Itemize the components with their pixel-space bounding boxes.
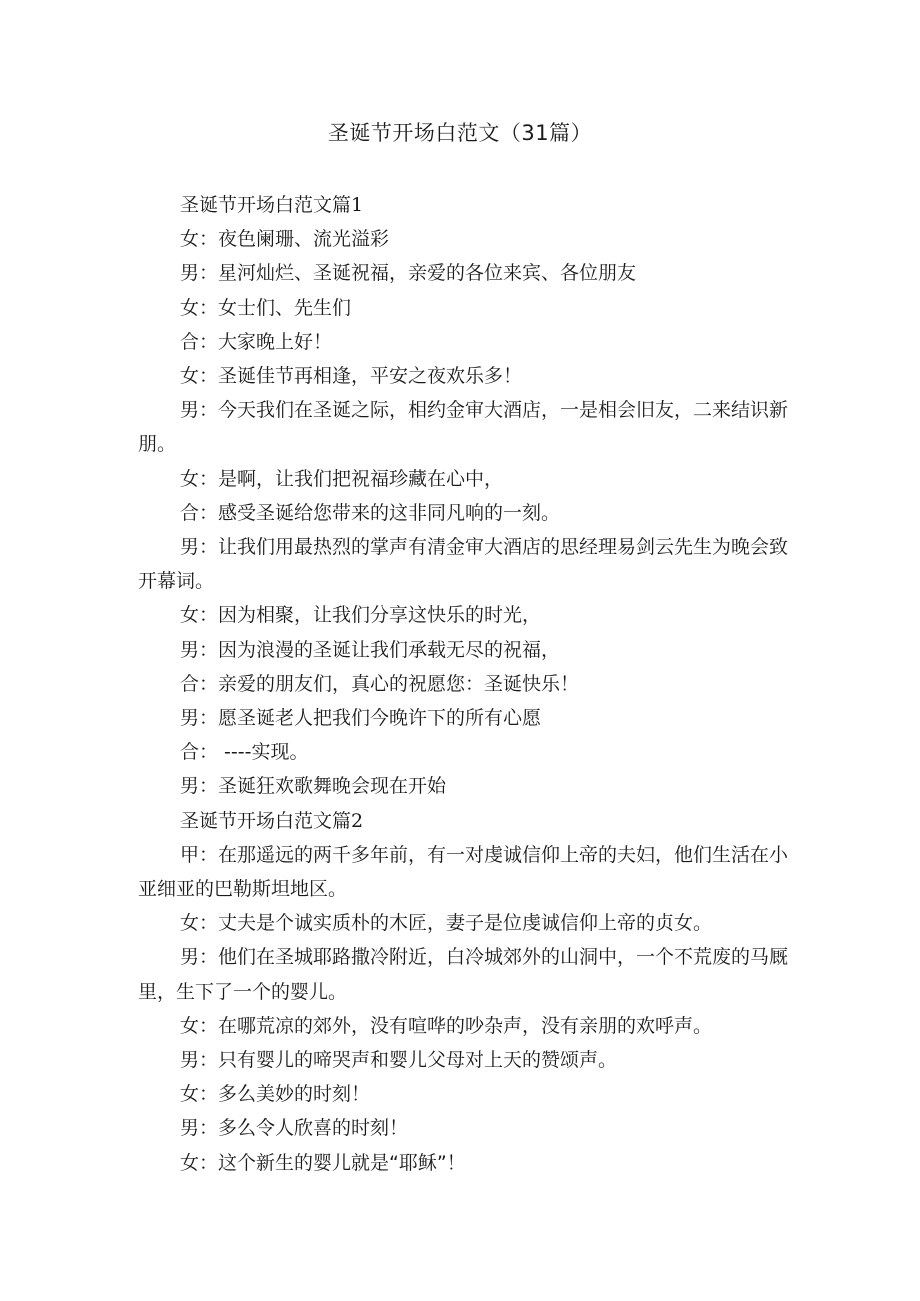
dialogue-line: 男：今天我们在圣诞之际，相约金审大酒店，一是相会旧友，二来结识新朋。 <box>138 399 789 456</box>
dialogue-line: 合：大家晚上好！ <box>180 330 333 353</box>
dialogue-line: 合：亲爱的朋友们，真心的祝愿您：圣诞快乐！ <box>180 672 580 695</box>
dialogue-line: 女：丈夫是个诚实质朴的木匠，妻子是位虔诚信仰上帝的贞女。 <box>180 912 713 935</box>
dialogue-line: 男：圣诞狂欢歌舞晚会现在开始 <box>180 775 447 798</box>
dialogue-line: 女：在哪荒凉的郊外，没有喧哗的吵杂声，没有亲朋的欢呼声。 <box>180 1014 713 1037</box>
dialogue-line: 男：让我们用最热烈的掌声有清金审大酒店的思经理易剑云先生为晚会致开幕词。 <box>138 536 789 593</box>
dialogue-line: 男：因为浪漫的圣诞让我们承载无尽的祝福， <box>180 638 561 661</box>
dialogue-line: 女：女士们、先生们 <box>180 296 352 319</box>
document-body <box>138 188 788 1180</box>
section-heading: 圣诞节开场白范文篇2 <box>180 809 364 832</box>
dialogue-line: 男：只有婴儿的啼哭声和婴儿父母对上天的赞颂声。 <box>180 1049 618 1072</box>
dialogue-line: 女：圣诞佳节再相逢，平安之夜欢乐多！ <box>180 365 523 388</box>
dialogue-line: 男：愿圣诞老人把我们今晚许下的所有心愿 <box>180 707 542 730</box>
dialogue-line: 男：他们在圣城耶路撒冷附近，白冷城郊外的山洞中，一个不荒废的马厩里，生下了一个的婴儿。 <box>138 946 789 1003</box>
dialogue-line: 男：多么令人欣喜的时刻！ <box>180 1117 409 1140</box>
dialogue-line: 女：这个新生的婴儿就是“耶稣”！ <box>180 1151 466 1174</box>
dialogue-line: 合：感受圣诞给您带来的这非同凡响的一刻。 <box>180 501 561 524</box>
dialogue-line: 合： ----实现。 <box>180 741 309 764</box>
dialogue-line: 女：多么美妙的时刻！ <box>180 1083 371 1106</box>
dialogue-line: 女：夜色阑珊、流光溢彩 <box>180 228 390 251</box>
dialogue-line: 甲：在那遥远的两千多年前，有一对虔诚信仰上帝的夫妇，他们生活在小亚细亚的巴勒斯坦地区。 <box>138 843 789 901</box>
document-title: 圣诞节开场白范文（31篇） <box>327 121 593 145</box>
dialogue-line: 女：因为相聚，让我们分享这快乐的时光， <box>180 604 542 627</box>
dialogue-line: 男：星河灿烂、圣诞祝福，亲爱的各位来宾、各位朋友 <box>180 262 637 285</box>
section-heading: 圣诞节开场白范文篇1 <box>180 194 364 216</box>
dialogue-line: 女：是啊，让我们把祝福珍藏在心中， <box>180 467 504 490</box>
